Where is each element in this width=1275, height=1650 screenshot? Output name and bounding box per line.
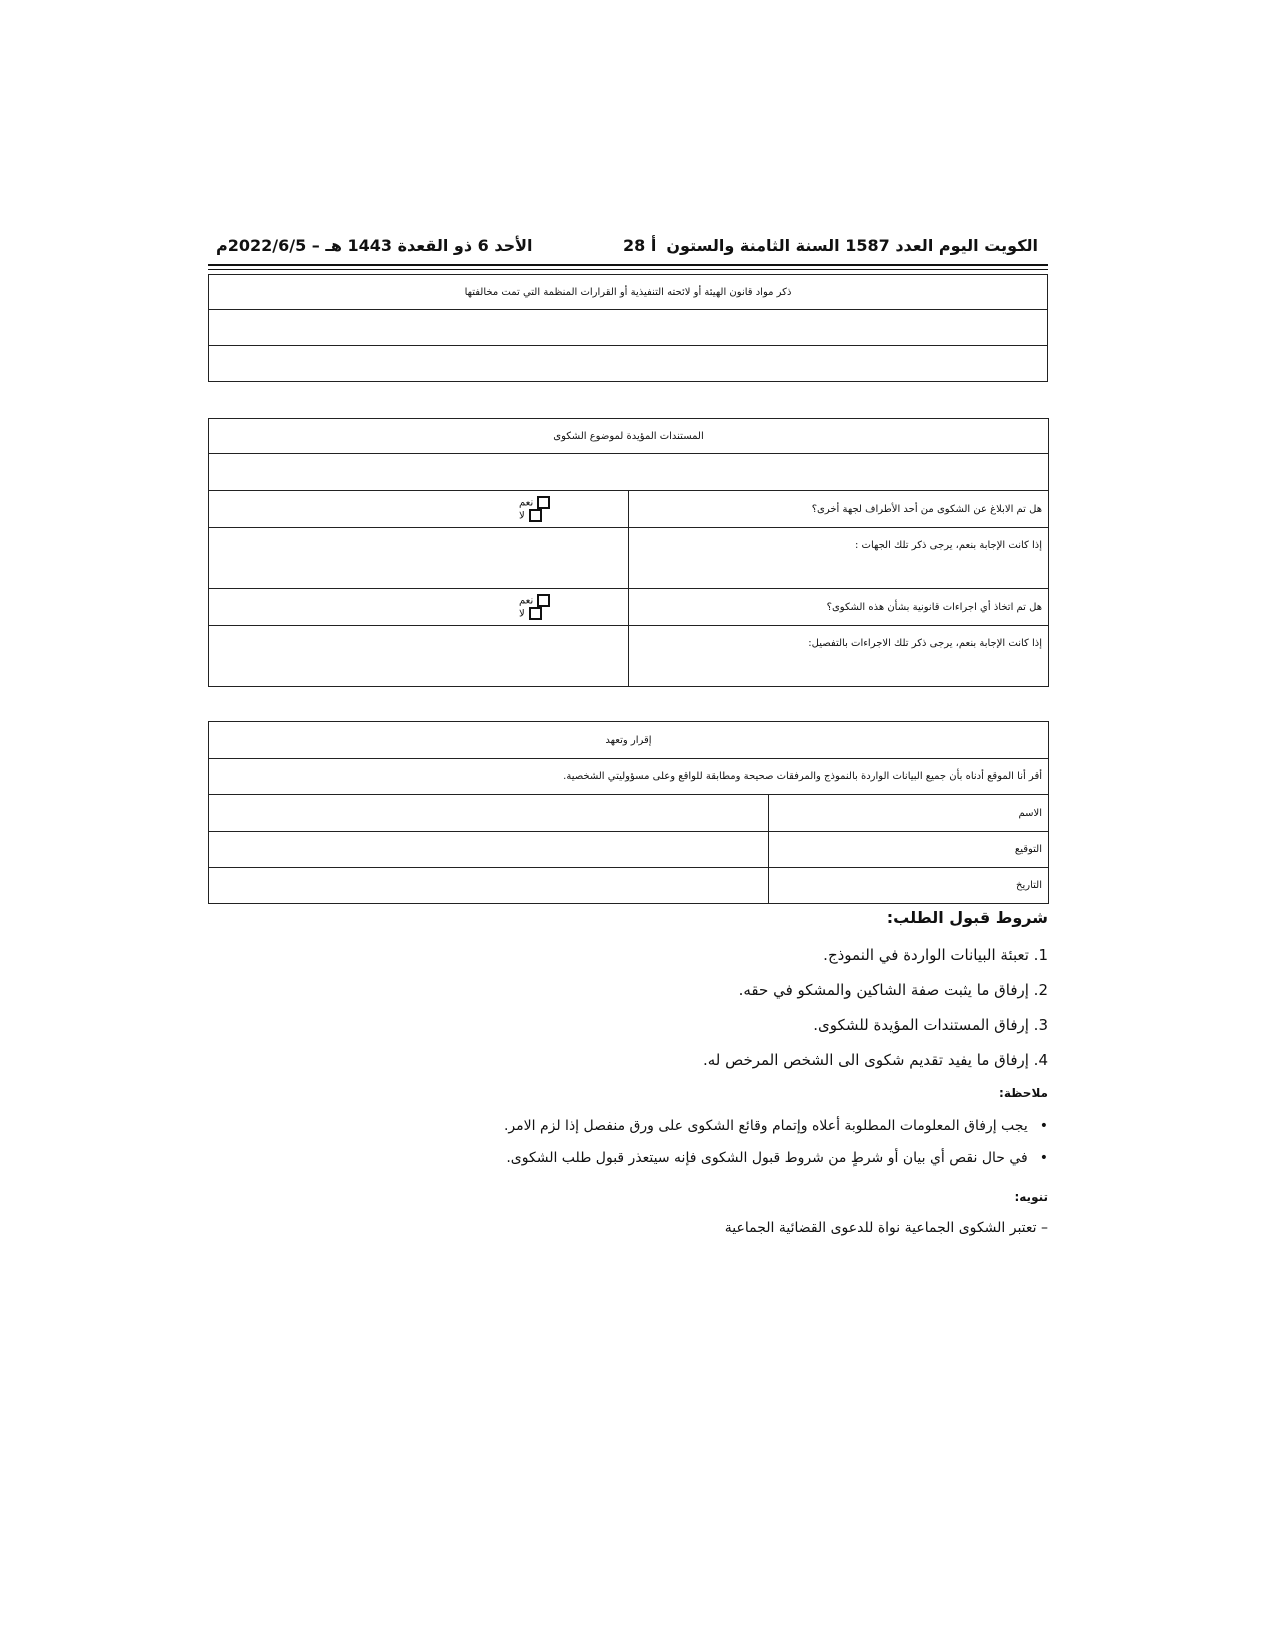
reported-followup-answer[interactable]	[209, 528, 629, 589]
reported-yes-option[interactable]: نعم	[519, 496, 550, 509]
question-reported: هل تم الابلاغ عن الشكوى من أحد الأطراف لجهة أخرى؟	[629, 491, 1049, 528]
note-item: •في حال نقص أي بيان أو شرطٍ من شروط قبول الشكوى فإنه سيتعذر قبول طلب الشكوى.	[506, 1150, 1048, 1166]
declaration-title: إقرار وتعهد	[209, 722, 1049, 759]
note-item: •يجب إرفاق المعلومات المطلوبة أعلاه وإتمام وقائع الشكوى على ورق منفصل إذا لزم الامر.	[503, 1118, 1048, 1134]
page-header	[208, 236, 1048, 262]
supporting-documents-table	[208, 418, 1049, 687]
supporting-documents-entry[interactable]	[209, 454, 1049, 491]
condition-item: 3. إرفاق المستندات المؤيدة للشكوى.	[813, 1016, 1048, 1034]
note-title: ملاحظة:	[999, 1086, 1048, 1100]
question-legal-action: هل تم اتخاذ أي اجراءات قانونية بشأن هذه الشكوى؟	[629, 589, 1049, 626]
page-number: أ 28	[623, 236, 657, 255]
date-field[interactable]	[209, 868, 769, 904]
violated-articles-table	[208, 274, 1048, 382]
date-label: التاريخ	[769, 868, 1049, 904]
legal-no-option[interactable]: لا	[519, 607, 542, 620]
condition-item: 1. تعبئة البيانات الواردة في النموذج.	[823, 946, 1048, 964]
alert-title: تنويه:	[1014, 1190, 1048, 1204]
issue-date: الأحد 6 ذو القعدة 1443 هـ – 2022/6/5م	[216, 236, 533, 255]
document-page	[208, 0, 1048, 1650]
condition-item: 2. إرفاق ما يثبت صفة الشاكين والمشكو في حقه.	[738, 981, 1048, 999]
legal-yes-option[interactable]: نعم	[519, 594, 550, 607]
reported-followup-label: إذا كانت الإجابة بنعم، يرجى ذكر تلك الجهات :	[629, 528, 1049, 589]
reported-no-option[interactable]: لا	[519, 509, 542, 522]
bullet-icon: •	[1039, 1118, 1048, 1134]
header-rule-thick	[208, 264, 1048, 266]
violated-articles-entry-2[interactable]	[209, 346, 1048, 382]
violated-articles-entry-1[interactable]	[209, 310, 1048, 346]
legal-followup-label: إذا كانت الإجابة بنعم، يرجى ذكر تلك الاجراءات بالتفصيل:	[629, 626, 1049, 687]
signature-label: التوقيع	[769, 832, 1049, 868]
declaration-table	[208, 721, 1049, 904]
supporting-documents-title: المستندات المؤيدة لموضوع الشكوى	[209, 419, 1049, 454]
question-reported-options	[209, 491, 629, 528]
name-field[interactable]	[209, 795, 769, 832]
name-label: الاسم	[769, 795, 1049, 832]
gazette-issue: الكويت اليوم العدد 1587 السنة الثامنة والستون	[666, 236, 1038, 255]
question-legal-action-options	[209, 589, 629, 626]
conditions-title: شروط قبول الطلب:	[886, 908, 1048, 927]
alert-text: – تعتبر الشكوى الجماعية نواة للدعوى القضائية الجماعية	[724, 1220, 1048, 1236]
declaration-statement: أقر أنا الموقع أدناه بأن جميع البيانات الواردة بالنموذج والمرفقات صحيحة ومطابقة للواقع وعلى مسؤوليتي الشخصية.	[209, 759, 1049, 795]
condition-item: 4. إرفاق ما يفيد تقديم شكوى الى الشخص المرخص له.	[702, 1051, 1048, 1069]
violated-articles-title: ذكر مواد قانون الهيئة أو لائحته التنفيذية أو القرارات المنظمة التي تمت مخالفتها	[209, 275, 1048, 310]
signature-field[interactable]	[209, 832, 769, 868]
header-rule-thin	[208, 269, 1048, 270]
checkbox-icon[interactable]	[537, 594, 550, 607]
checkbox-icon[interactable]	[529, 607, 542, 620]
legal-followup-answer[interactable]	[209, 626, 629, 687]
bullet-icon: •	[1039, 1150, 1048, 1166]
checkbox-icon[interactable]	[537, 496, 550, 509]
checkbox-icon[interactable]	[529, 509, 542, 522]
